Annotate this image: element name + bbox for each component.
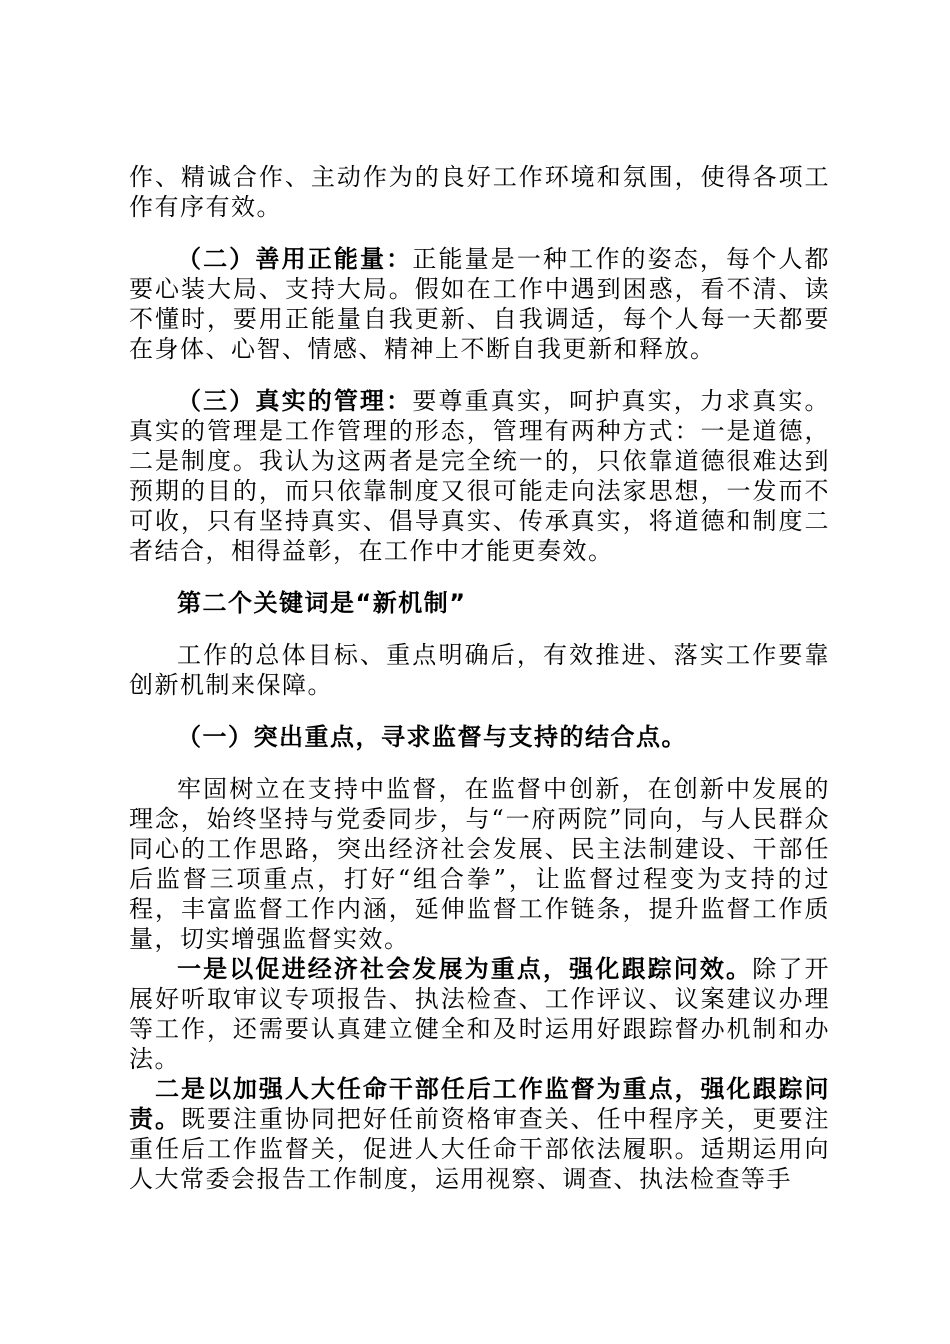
- paragraph-intro: 工作的总体目标、重点明确后，有效推进、落实工作要靠创新机制来保障。: [129, 641, 830, 699]
- point-label-economic: 一是以促进经济社会发展为重点，强化跟踪问效。: [177, 955, 753, 983]
- section-heading-new-mechanism: 第二个关键词是“新机制”: [177, 589, 467, 617]
- point-label-cadre: 二是以加强人大任命干部任后工作监督为重点，强化跟踪问责。: [129, 1075, 830, 1133]
- paragraph-positive-energy: [129, 244, 830, 364]
- section-label-positive-energy: （二）善用正能量：: [177, 245, 413, 273]
- paragraph-real-management: [129, 386, 830, 566]
- section-label-real-management: （三）真实的管理：: [177, 387, 413, 415]
- paragraph-cadre-supervision: [129, 1074, 830, 1194]
- paragraph-text: 除了开展好听取审议专项报告、执法检查、工作评议、议案建议办理等工作，还需要认真建立健全和及时运用好跟踪督办机制和办法。: [129, 955, 831, 1073]
- paragraph-economic-development: [129, 954, 830, 1074]
- document-body: [129, 162, 830, 1194]
- paragraph-supervision: 牢固树立在支持中监督，在监督中创新，在创新中发展的理念，始终坚持与党委同步，与“一府两院”同向，与人民群众同心的工作思路，突出经济社会发展、民主法制建设、干部任后监督三项重点，打好“组合拳”，让监督过程变为支持的过程，丰富监督工作内涵，延伸监督工作链条，提升监督工作质量，切实增强监督实效。: [129, 775, 830, 953]
- paragraph-text: 正能量是一种工作的姿态，每个人都要心装大局、支持大局。假如在工作中遇到困惑，看不清、读不懂时，要用正能量自我更新、自我调适，每个人每一天都要在身体、心智、情感、精神上不断自我更新和释放。: [129, 245, 830, 363]
- paragraph-text: 要尊重真实，呵护真实，力求真实。真实的管理是工作管理的形态，管理有两种方式：一是道德，二是制度。我认为这两者是完全统一的，只依靠道德很难达到预期的目的，而只依靠制度又很可能走向法家思想，一发而不可收，只有坚持真实、倡导真实、传承真实，将道德和制度二者结合，相得益彰，在工作中才能更奏效。: [129, 387, 830, 565]
- paragraph-text: 既要注重协同把好任前资格审查关、任中程序关，更要注重任后工作监督关，促进人大任命干部依法履职。适期运用向人大常委会报告工作制度，运用视察、调查、执法检查等手: [129, 1105, 831, 1193]
- paragraph-continuation: 作、精诚合作、主动作为的良好工作环境和氛围，使得各项工作有序有效。: [129, 163, 830, 221]
- subsection-heading-key-points: （一）突出重点，寻求监督与支持的结合点。: [177, 723, 687, 751]
